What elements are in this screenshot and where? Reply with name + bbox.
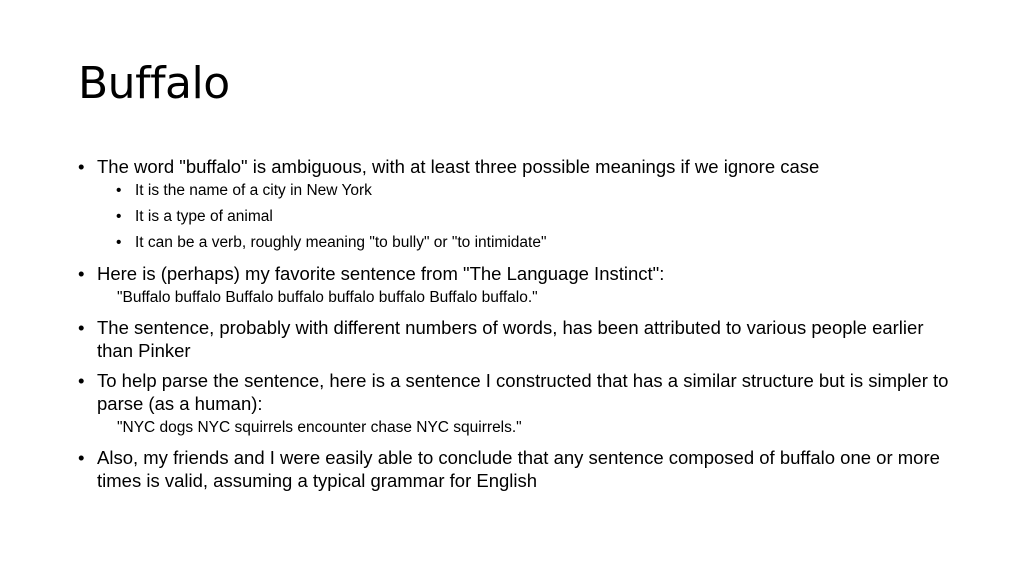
bullet-text: Also, my friends and I were easily able to conclude that any sentence composed of buffalo one or more times is valid, assuming a typical grammar for English [97,447,940,491]
sub-bullet-text: It is the name of a city in New York [135,182,372,199]
bullet-item [78,155,958,178]
bullet-item [78,316,958,362]
slide-title: Buffalo [78,58,230,109]
bullet-text: The word "buffalo" is ambiguous, with at least three possible meanings if we ignore case [97,156,820,177]
bullet-dot-icon: • [116,234,122,251]
quoted-sentence: "NYC dogs NYC squirrels encounter chase NYC squirrels." [117,419,522,436]
bullet-dot-icon: • [116,208,122,225]
slide-content [78,155,958,499]
bullet-dot-icon: • [78,370,85,391]
bullet-text: The sentence, probably with different numbers of words, has been attributed to various people earlier than Pinker [97,317,924,361]
sub-bullet-item [116,207,958,227]
sub-bullet-item [116,181,958,201]
sub-bullet-text: It is a type of animal [135,208,273,225]
bullet-dot-icon: • [78,447,85,468]
sub-bullet-text: It can be a verb, roughly meaning "to bully" or "to intimidate" [135,234,547,251]
bullet-dot-icon: • [78,263,85,284]
sub-bullet-item [116,233,958,253]
bullet-text: To help parse the sentence, here is a sentence I constructed that has a similar structure but is simpler to parse (as a human): [97,370,949,414]
bullet-text: Here is (perhaps) my favorite sentence from "The Language Instinct": [97,263,665,284]
bullet-dot-icon: • [116,182,122,199]
bullet-item [78,446,958,492]
bullet-dot-icon: • [78,317,85,338]
bullet-item [78,369,958,415]
bullet-item [78,262,958,285]
quoted-sentence: "Buffalo buffalo Buffalo buffalo buffalo buffalo Buffalo buffalo." [117,289,538,306]
bullet-dot-icon: • [78,156,85,177]
